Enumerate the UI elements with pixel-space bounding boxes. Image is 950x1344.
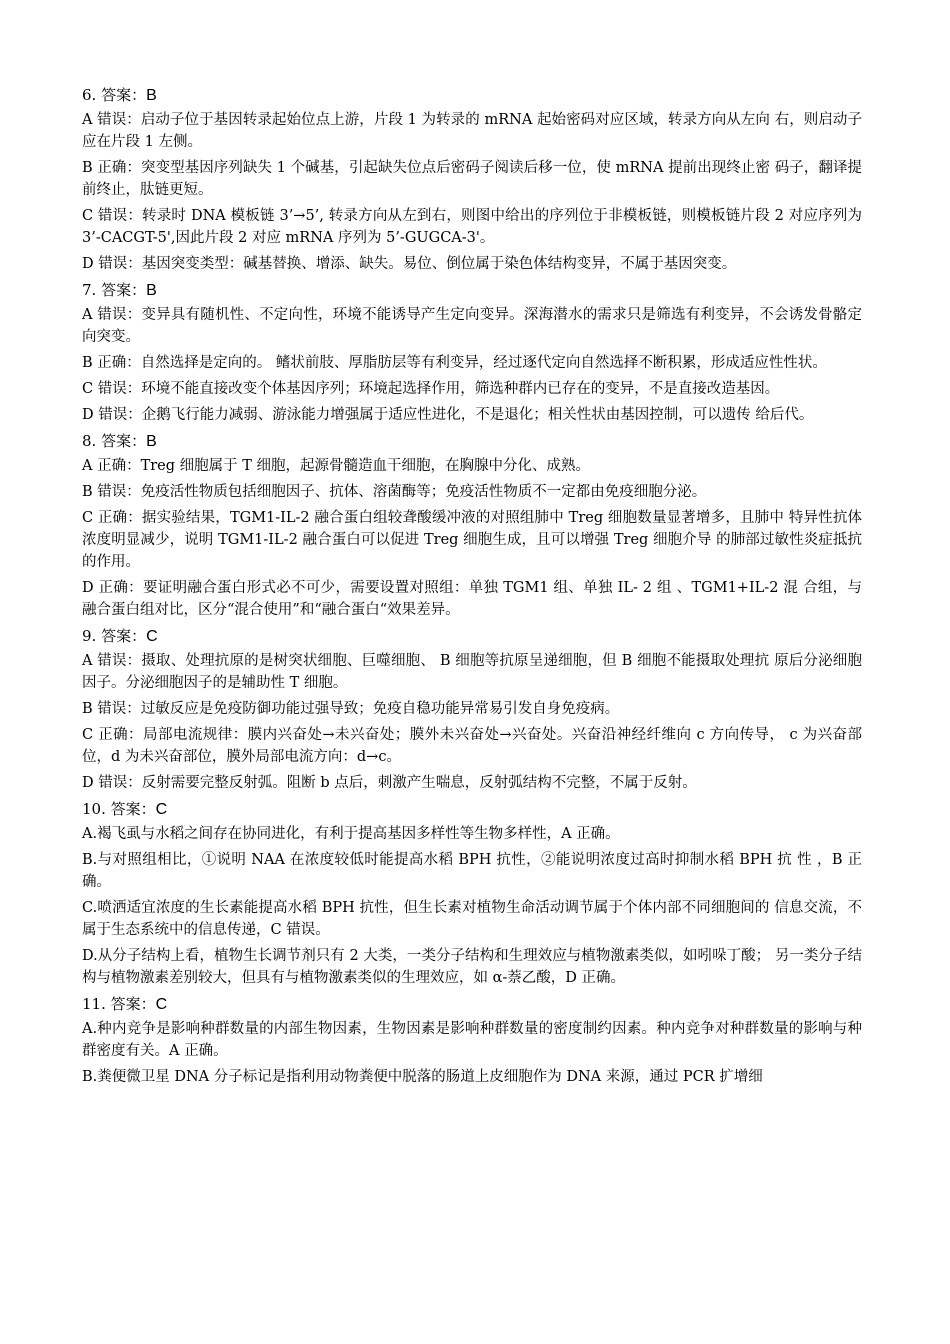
answer-heading [82, 430, 862, 453]
question-number: 8. [82, 432, 97, 450]
explanation-item: A.种内竞争是影响种群数量的内部生物因素，生物因素是影响种群数量的密度制约因素。种内竞争对种群数量的影响与种群密度有关。A 正确。 [82, 1021, 862, 1059]
explanation-item: A 错误：摄取、处理抗原的是树突状细胞、巨噬细胞、 B 细胞等抗原呈递细胞，但 B 细胞不能摄取处理抗 原后分泌细胞因子。分泌细胞因子的是辅助性 T 细胞。 [82, 653, 862, 691]
explanation-item: C 正确：局部电流规律：膜内兴奋处→未兴奋处；膜外未兴奋处→兴奋处。兴奋沿神经纤维向 c 方向传导， c 为兴奋部位，d 为未兴奋部位，膜外局部电流方向：d→c。 [82, 727, 862, 765]
explanation-item: C 错误：转录时 DNA 模板链 3’→5’, 转录方向从左到右，则图中给出的序列位于非模板链，则模板链片段 2 对应序列为 3’-CACGT-5',因此片段 2 对应 mRNA 序列为 5’-GUGCA-3'。 [82, 208, 862, 246]
explanation-item: B 正确：自然选择是定向的。 鳍状前肢、厚脂肪层等有利变异，经过逐代定向自然选择不断积累，形成适应性性状。 [82, 355, 827, 371]
answer-heading [82, 798, 862, 821]
question-number: 9. [82, 627, 97, 645]
question-number: 10. [82, 800, 106, 818]
answer-letter: C [155, 996, 168, 1013]
answer-letter: C [155, 801, 168, 818]
answer-label: 答案： [110, 800, 156, 818]
answer-heading [82, 993, 862, 1016]
explanation-item: B 错误：过敏反应是免疫防御功能过强导致；免疫自稳功能异常易引发自身免疫病。 [82, 701, 620, 717]
explanation-item: D 正确：要证明融合蛋白形式必不可少，需要设置对照组：单独 TGM1 组、单独 IL- 2 组 、TGM1+IL-2 混 合组，与融合蛋白组对比，区分“混合使用”和“融合蛋白“效果差异。 [82, 580, 862, 618]
answer-heading [82, 84, 862, 107]
explanation-item: C.喷洒适宜浓度的生长素能提高水稻 BPH 抗性，但生长素对植物生命活动调节属于个体内部不同细胞间的 信息交流，不属于生态系统中的信息传递，C 错误。 [82, 900, 862, 938]
answer-label: 答案： [101, 86, 147, 104]
explanation-item: D 错误：企鹅飞行能力减弱、游泳能力增强属于适应性进化，不是退化；相关性状由基因控制，可以遗传 给后代。 [82, 407, 814, 423]
explanation-item: A 错误：启动子位于基因转录起始位点上游，片段 1 为转录的 mRNA 起始密码对应区域，转录方向从左向 右，则启动子应在片段 1 左侧。 [82, 112, 862, 150]
answer-heading [82, 625, 862, 648]
answer-letter: C [146, 628, 158, 645]
explanation-item: A 错误：变异具有随机性、不定向性，环境不能诱导产生定向变异。深海潜水的需求只是筛选有利变异，不会诱发骨骼定向突变。 [82, 307, 862, 345]
explanation-item: B 正确：突变型基因序列缺失 1 个碱基，引起缺失位点后密码子阅读后移一位，使 mRNA 提前出现终止密 码子，翻译提前终止，肽链更短。 [82, 160, 862, 198]
question-number: 7. [82, 281, 97, 299]
question-number: 11. [82, 995, 106, 1013]
explanation-item: D 错误：基因突变类型：碱基替换、增添、缺失。易位、倒位属于染色体结构变异，不属于基因突变。 [82, 256, 737, 272]
answer-label: 答案： [101, 627, 147, 645]
explanation-item: B 错误：免疫活性物质包括细胞因子、抗体、溶菌酶等；免疫活性物质不一定都由免疫细胞分泌。 [82, 484, 707, 500]
answer-letter: B [146, 87, 157, 104]
explanation-item: D 错误：反射需要完整反射弧。阻断 b 点后，刺激产生喘息，反射弧结构不完整，不属于反射。 [82, 775, 697, 791]
question-number: 6. [82, 86, 97, 104]
answer-letter: B [146, 433, 157, 450]
explanation-item: D.从分子结构上看，植物生长调节剂只有 2 大类，一类分子结构和生理效应与植物激素类似，如吲哚丁酸； 另一类分子结构与植物激素差别较大，但具有与植物激素类似的生理效应，如 α-萘乙酸，D 正确。 [82, 948, 862, 986]
answer-letter: B [146, 282, 157, 299]
explanation-item: A 正确：Treg 细胞属于 T 细胞，起源骨髓造血干细胞，在胸腺中分化、成熟。 [82, 458, 591, 474]
explanation-item: C 正确：据实验结果，TGM1-IL-2 融合蛋白组较聋酸缓冲液的对照组肺中 Treg 细胞数量显著增多，且肺中 特异性抗体浓度明显减少，说明 TGM1-IL-2 融合蛋白可以促进 Treg 细胞生成，且可以增强 Treg 细胞介导 的肺部过敏性炎症抵抗的作用。 [82, 510, 862, 570]
explanation-item: B.与对照组相比，①说明 NAA 在浓度较低时能提高水稻 BPH 抗性，②能说明浓度过高时抑制水稻 BPH 抗 性 ，B 正确。 [82, 852, 862, 890]
answer-label: 答案： [101, 281, 147, 299]
answer-heading [82, 279, 862, 302]
explanation-item: C 错误：环境不能直接改变个体基因序列；环境起选择作用，筛选种群内已存在的变异，不是直接改造基因。 [82, 381, 780, 397]
explanation-item: B.粪便微卫星 DNA 分子标记是指利用动物粪便中脱落的肠道上皮细胞作为 DNA 来源，通过 PCR 扩增细 [82, 1069, 763, 1085]
answer-label: 答案： [101, 432, 147, 450]
explanation-item: A.褐飞虱与水稻之间存在协同进化，有利于提高基因多样性等生物多样性，A 正确。 [82, 826, 620, 842]
answer-label: 答案： [110, 995, 156, 1013]
answer-document [82, 84, 862, 1092]
